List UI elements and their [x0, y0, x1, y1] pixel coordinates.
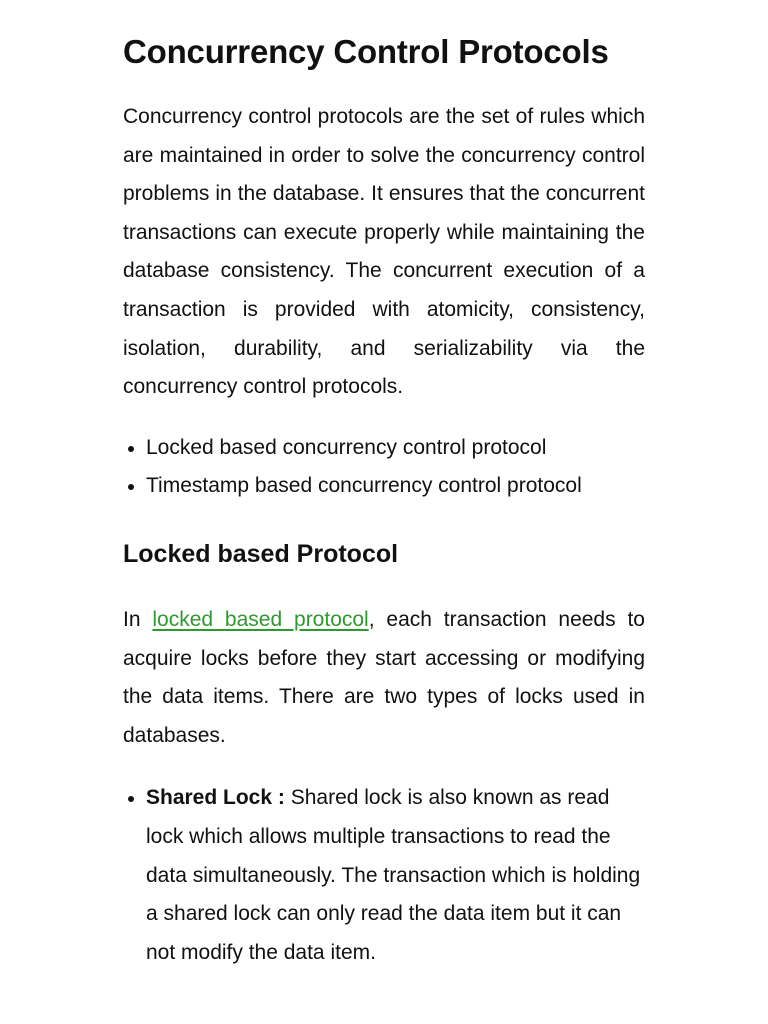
- locked-based-protocol-link[interactable]: locked based protocol: [152, 607, 369, 631]
- paragraph-suffix: , each transaction needs to acquire locks before they start accessing or modifying the data items. There are two types of locks used in databases.: [123, 607, 645, 747]
- locked-based-paragraph: [123, 601, 645, 755]
- paragraph-prefix: In: [123, 607, 153, 631]
- lock-types-list: [123, 779, 645, 972]
- page-title: Concurrency Control Protocols: [123, 33, 609, 70]
- list-item-shared-lock: [146, 779, 645, 972]
- lock-type-description: Shared lock is also known as read lock which allows multiple transactions to read the data simultaneously. The transaction which is holding a shared lock can only read the data item but it can not modify the data item.: [146, 786, 641, 964]
- article-content: [123, 0, 645, 972]
- list-item: Locked based concurrency control protocol: [146, 429, 645, 468]
- list-item: Timestamp based concurrency control protocol: [146, 467, 645, 506]
- section-heading-locked-based: Locked based Protocol: [123, 539, 399, 568]
- intro-paragraph: Concurrency control protocols are the set of rules which are maintained in order to solve the concurrency control problems in the database. It ensures that the concurrent transactions can execute properly while maintaining the database consistency. The concurrent execution of a transaction is provided with atomicity, consistency, isolation, durability, and serializability via the concurrency control protocols.: [123, 105, 645, 399]
- lock-type-term: Shared Lock :: [146, 786, 285, 810]
- protocol-types-list: [123, 429, 645, 506]
